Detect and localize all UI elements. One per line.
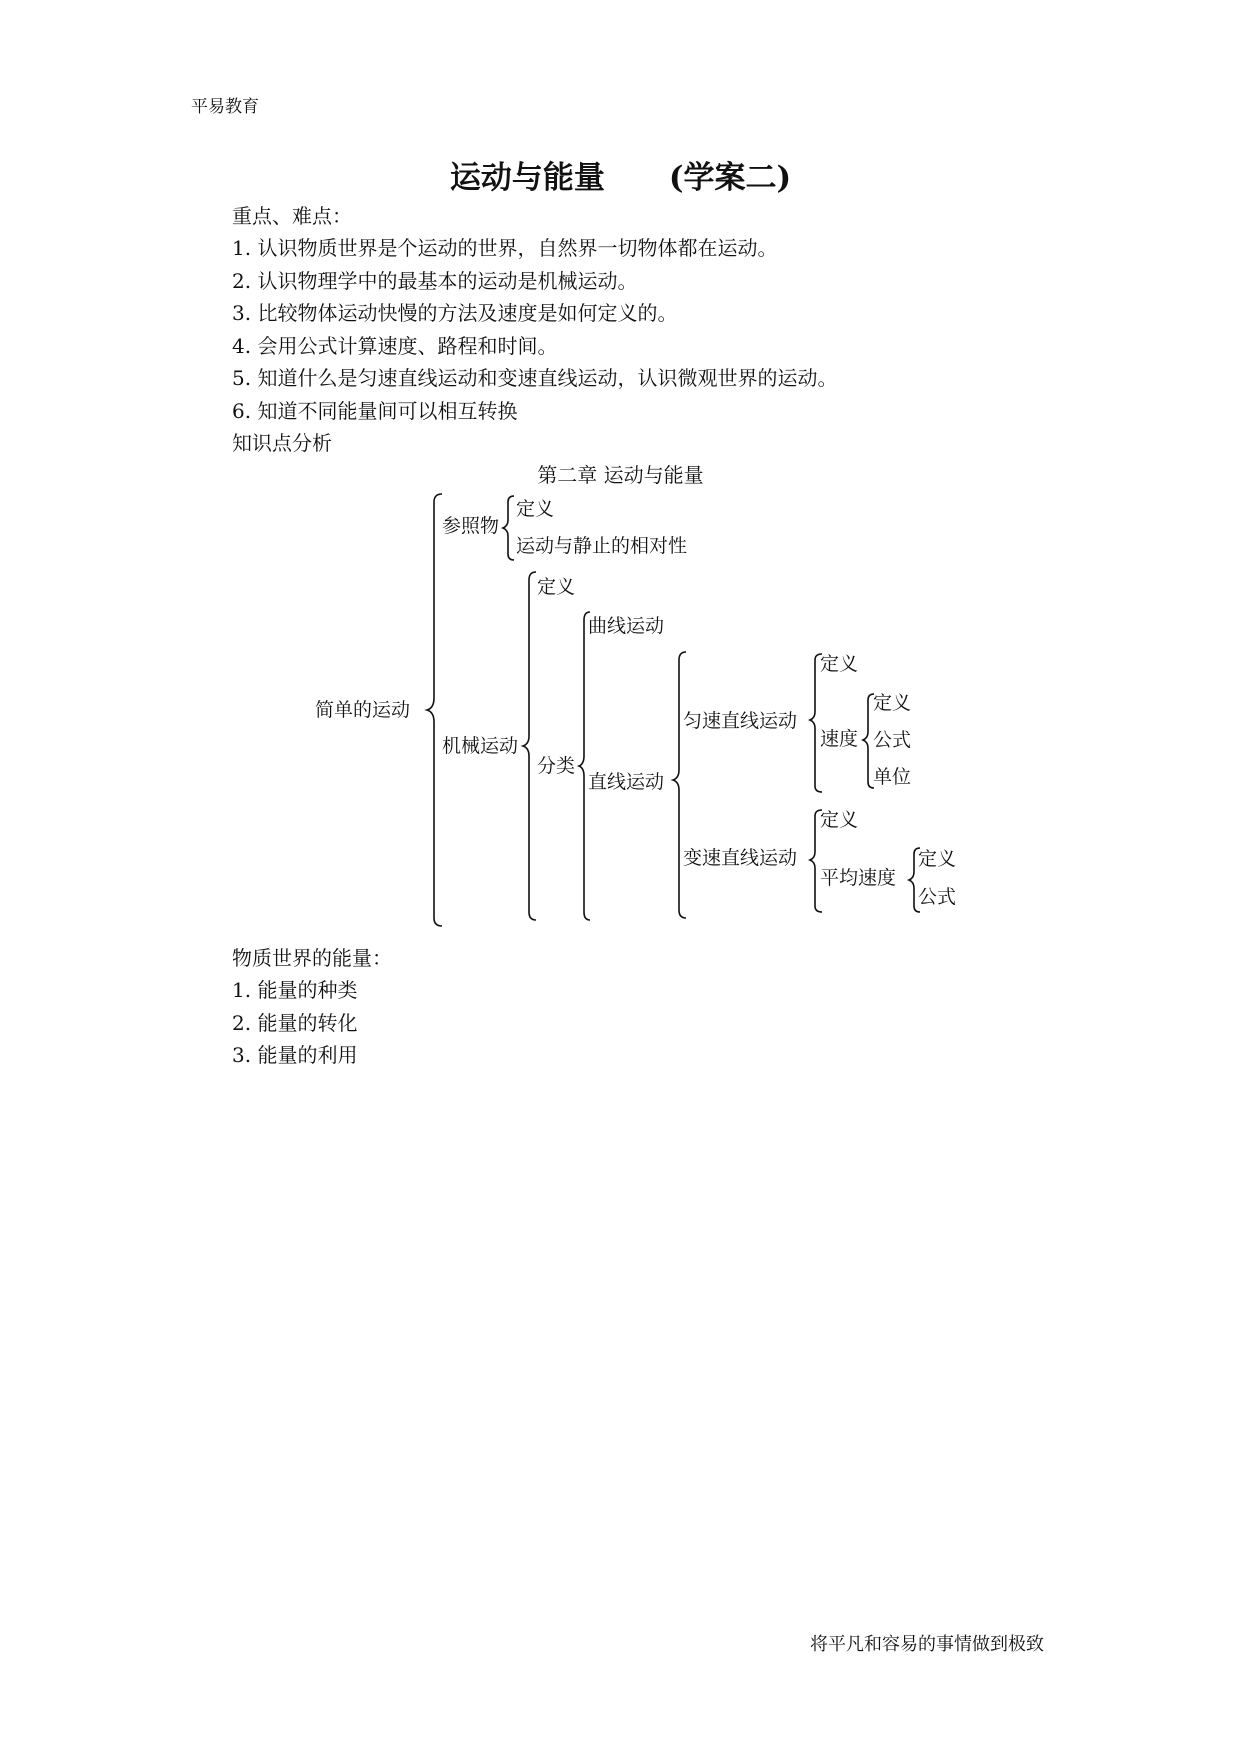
map-mech-def: 定义 (537, 576, 576, 598)
map-speed: 速度 (820, 728, 859, 750)
brace-reference (503, 496, 514, 560)
energy-item: 2. 能量的转化 (232, 1011, 358, 1035)
key-point-item: 3. 比较物体运动快慢的方法及速度是如何定义的。 (232, 301, 678, 325)
brace-root (427, 494, 442, 926)
brace-classify (579, 612, 590, 920)
map-curve: 曲线运动 (588, 615, 665, 637)
title-main: 运动与能量 (449, 160, 605, 196)
map-variable: 变速直线运动 (683, 847, 798, 869)
map-speed-formula: 公式 (873, 729, 912, 751)
energy-item: 3. 能量的利用 (232, 1043, 358, 1067)
title-sub: (学案二) (668, 160, 792, 196)
map-root: 简单的运动 (315, 699, 411, 721)
map-avg-def: 定义 (918, 848, 957, 870)
map-mechanical: 机械运动 (442, 735, 519, 757)
map-uniform-def: 定义 (820, 653, 859, 675)
map-ref-def: 定义 (516, 498, 555, 520)
key-point-item: 6. 知道不同能量间可以相互转换 (232, 399, 518, 423)
analysis-heading: 知识点分析 (232, 431, 332, 455)
key-point-item: 2. 认识物理学中的最基本的运动是机械运动。 (232, 269, 638, 293)
brace-mechanical (523, 572, 536, 920)
energy-heading: 物质世界的能量： (232, 946, 392, 970)
map-straight: 直线运动 (588, 771, 665, 793)
key-points-heading: 重点、难点： (232, 204, 352, 228)
header-org-name: 平易教育 (191, 97, 259, 117)
map-reference: 参照物 (442, 515, 500, 537)
map-ref-rel: 运动与静止的相对性 (516, 535, 688, 557)
chapter-title: 第二章 运动与能量 (537, 463, 704, 487)
map-speed-unit: 单位 (873, 766, 912, 788)
map-avg-speed: 平均速度 (820, 867, 897, 889)
map-variable-def: 定义 (820, 809, 859, 831)
key-point-item: 5. 知道什么是匀速直线运动和变速直线运动，认识微观世界的运动。 (232, 366, 838, 390)
brace-straight (673, 652, 686, 918)
footer-motto: 将平凡和容易的事情做到极致 (810, 1634, 1044, 1655)
key-point-item: 4. 会用公式计算速度、路程和时间。 (232, 334, 558, 358)
map-uniform: 匀速直线运动 (683, 710, 798, 732)
map-speed-def: 定义 (873, 692, 912, 714)
map-classify: 分类 (537, 755, 576, 777)
key-point-item: 1. 认识物质世界是个运动的世界，自然界一切物体都在运动。 (232, 236, 778, 260)
energy-item: 1. 能量的种类 (232, 978, 358, 1002)
map-avg-formula: 公式 (918, 886, 957, 908)
